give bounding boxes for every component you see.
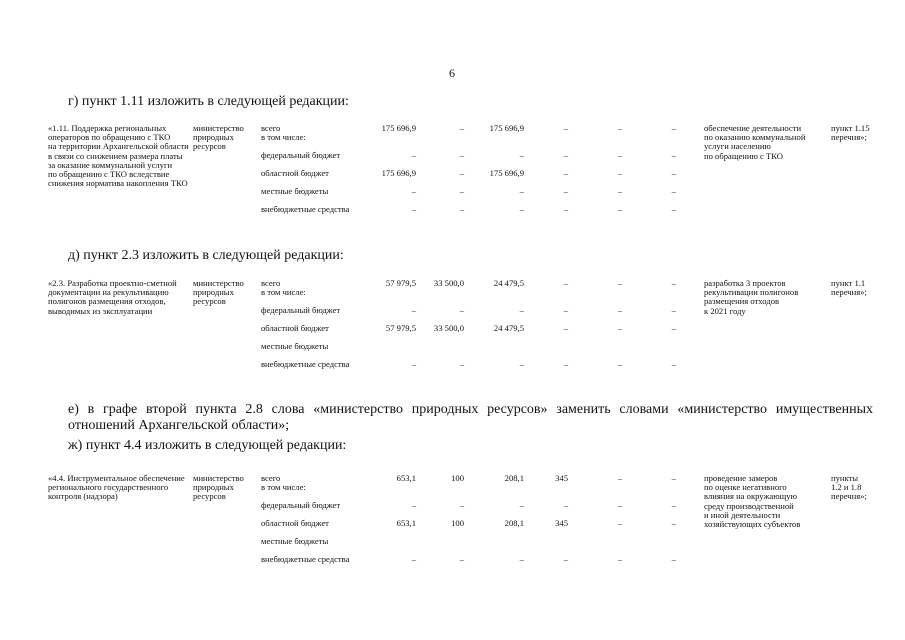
funding-value: – bbox=[411, 554, 416, 564]
funding-source-label: всего в том числе: bbox=[261, 278, 306, 298]
funding-value: 653,1 bbox=[396, 518, 416, 528]
funding-source-label: внебюджетные средства bbox=[261, 204, 350, 214]
funding-value: – bbox=[459, 186, 464, 196]
funding-row bbox=[48, 360, 905, 370]
funding-value: 208,1 bbox=[504, 518, 524, 528]
funding-source-label: всего в том числе: bbox=[261, 473, 306, 493]
funding-value: – bbox=[617, 204, 622, 214]
funding-source-label: местные бюджеты bbox=[261, 536, 329, 546]
funding-source-label: областной бюджет bbox=[261, 518, 329, 528]
funding-value: – bbox=[519, 359, 524, 369]
measure-title: «4.4. Инструментальное обеспечение регионального государственного контроля (надзора) bbox=[48, 473, 185, 502]
funding-value: – bbox=[563, 554, 568, 564]
funding-value: – bbox=[459, 123, 464, 133]
funding-value: – bbox=[563, 168, 568, 178]
funding-value: – bbox=[617, 278, 622, 288]
funding-source-label: местные бюджеты bbox=[261, 341, 329, 351]
funding-source-label: областной бюджет bbox=[261, 168, 329, 178]
funding-value: – bbox=[563, 150, 568, 160]
funding-value: – bbox=[563, 186, 568, 196]
funding-value: – bbox=[671, 150, 676, 160]
funding-value: 175 696,9 bbox=[489, 168, 524, 178]
funding-row bbox=[48, 187, 905, 197]
funding-row bbox=[48, 324, 905, 334]
funding-row bbox=[48, 555, 905, 565]
funding-value: 24 479,5 bbox=[493, 278, 524, 288]
funding-value: – bbox=[563, 305, 568, 315]
reference: пункт 1.15 перечня»; bbox=[831, 123, 870, 143]
funding-value: – bbox=[411, 204, 416, 214]
funding-value: – bbox=[617, 554, 622, 564]
funding-value: 345 bbox=[555, 518, 568, 528]
funding-value: 33 500,0 bbox=[433, 323, 464, 333]
funding-value: – bbox=[671, 359, 676, 369]
reference: пункт 1.1 перечня»; bbox=[831, 278, 867, 298]
funding-source-label: федеральный бюджет bbox=[261, 150, 341, 160]
funding-value: – bbox=[671, 204, 676, 214]
funding-value: – bbox=[671, 554, 676, 564]
funding-value: – bbox=[617, 150, 622, 160]
funding-value: – bbox=[617, 518, 622, 528]
funding-value: 175 696,9 bbox=[381, 123, 416, 133]
funding-source-label: всего в том числе: bbox=[261, 123, 306, 143]
expected-result: разработка 3 проектов рекультивации полигонов размещения отходов к 2021 году bbox=[704, 278, 799, 316]
funding-value: – bbox=[671, 500, 676, 510]
funding-value: – bbox=[671, 473, 676, 483]
funding-row bbox=[48, 501, 905, 511]
section-zh-heading: ж) пункт 4.4 изложить в следующей редакции: bbox=[68, 438, 347, 453]
funding-value: – bbox=[411, 305, 416, 315]
funding-value: – bbox=[617, 186, 622, 196]
funding-value: – bbox=[411, 150, 416, 160]
funding-row bbox=[48, 342, 905, 352]
funding-value: – bbox=[519, 500, 524, 510]
funding-value: 33 500,0 bbox=[433, 278, 464, 288]
funding-value: 653,1 bbox=[396, 473, 416, 483]
funding-value: 100 bbox=[451, 473, 464, 483]
funding-value: – bbox=[617, 323, 622, 333]
funding-value: 345 bbox=[555, 473, 568, 483]
funding-value: – bbox=[617, 305, 622, 315]
funding-row bbox=[48, 169, 905, 179]
reference: пункты 1.2 и 1.8 перечня»; bbox=[831, 473, 867, 502]
funding-value: 100 bbox=[451, 518, 464, 528]
funding-source-label: внебюджетные средства bbox=[261, 554, 350, 564]
funding-value: – bbox=[563, 500, 568, 510]
funding-source-label: внебюджетные средства bbox=[261, 359, 350, 369]
funding-value: 208,1 bbox=[504, 473, 524, 483]
funding-value: 57 979,5 bbox=[385, 278, 416, 288]
expected-result: обеспечение деятельности по оказанию коммунальной услуги населению по обращению с ТКО bbox=[704, 123, 806, 161]
funding-row bbox=[48, 205, 905, 215]
funding-value: – bbox=[411, 500, 416, 510]
funding-value: 24 479,5 bbox=[493, 323, 524, 333]
page-number: 6 bbox=[449, 66, 455, 80]
funding-value: – bbox=[563, 323, 568, 333]
funding-value: – bbox=[671, 518, 676, 528]
funding-value: – bbox=[671, 305, 676, 315]
funding-value: – bbox=[563, 359, 568, 369]
section-e-text: е) в графе второй пункта 2.8 слова «министерство природных ресурсов» заменить словами «министерство имущественных отношений Архангельской области»; bbox=[68, 402, 873, 433]
funding-row bbox=[48, 306, 905, 316]
funding-value: – bbox=[459, 204, 464, 214]
funding-value: – bbox=[459, 500, 464, 510]
funding-value: – bbox=[671, 168, 676, 178]
funding-value: 175 696,9 bbox=[381, 168, 416, 178]
funding-row bbox=[48, 151, 905, 161]
section-d-heading: д) пункт 2.3 изложить в следующей редакции: bbox=[68, 248, 344, 263]
funding-value: – bbox=[563, 278, 568, 288]
funding-source-label: федеральный бюджет bbox=[261, 500, 341, 510]
funding-value: – bbox=[519, 305, 524, 315]
funding-value: – bbox=[411, 359, 416, 369]
funding-value: – bbox=[519, 150, 524, 160]
funding-value: – bbox=[411, 186, 416, 196]
funding-value: – bbox=[617, 500, 622, 510]
funding-value: – bbox=[563, 123, 568, 133]
funding-value: – bbox=[617, 473, 622, 483]
funding-value: – bbox=[563, 204, 568, 214]
funding-value: – bbox=[617, 359, 622, 369]
funding-value: – bbox=[459, 305, 464, 315]
funding-row bbox=[48, 537, 905, 547]
funding-value: – bbox=[671, 323, 676, 333]
section-g-heading: г) пункт 1.11 изложить в следующей редакции: bbox=[68, 94, 349, 109]
executor: министерство природных ресурсов bbox=[193, 473, 244, 502]
funding-value: – bbox=[671, 186, 676, 196]
funding-value: 175 696,9 bbox=[489, 123, 524, 133]
funding-value: – bbox=[617, 123, 622, 133]
expected-result: проведение замеров по оценке негативного влияния на окружающую среду производственной и иной деятельности хозяйствующих субъектов bbox=[704, 473, 801, 530]
funding-value: – bbox=[519, 186, 524, 196]
funding-value: – bbox=[459, 168, 464, 178]
executor: министерство природных ресурсов bbox=[193, 123, 244, 152]
measure-title: «2.3. Разработка проектно-сметной документации на рекультивацию полигонов размещения отходов, выводимых из эксплуатации bbox=[48, 278, 177, 316]
funding-value: – bbox=[519, 554, 524, 564]
funding-value: – bbox=[671, 123, 676, 133]
funding-value: – bbox=[459, 150, 464, 160]
funding-value: – bbox=[519, 204, 524, 214]
funding-row bbox=[48, 519, 905, 529]
executor: министерство природных ресурсов bbox=[193, 278, 244, 307]
funding-value: – bbox=[459, 359, 464, 369]
measure-title: «1.11. Поддержка региональных операторов по обращению с ТКО на территории Архангельской области в связи со снижением размера платы за оказание коммунальной услуги по обращению с ТКО вследствие снижения норматива накопления ТКО bbox=[48, 123, 189, 189]
funding-source-label: областной бюджет bbox=[261, 323, 329, 333]
funding-source-label: местные бюджеты bbox=[261, 186, 329, 196]
funding-source-label: федеральный бюджет bbox=[261, 305, 341, 315]
funding-value: – bbox=[617, 168, 622, 178]
funding-value: – bbox=[459, 554, 464, 564]
funding-value: – bbox=[671, 278, 676, 288]
funding-value: 57 979,5 bbox=[385, 323, 416, 333]
